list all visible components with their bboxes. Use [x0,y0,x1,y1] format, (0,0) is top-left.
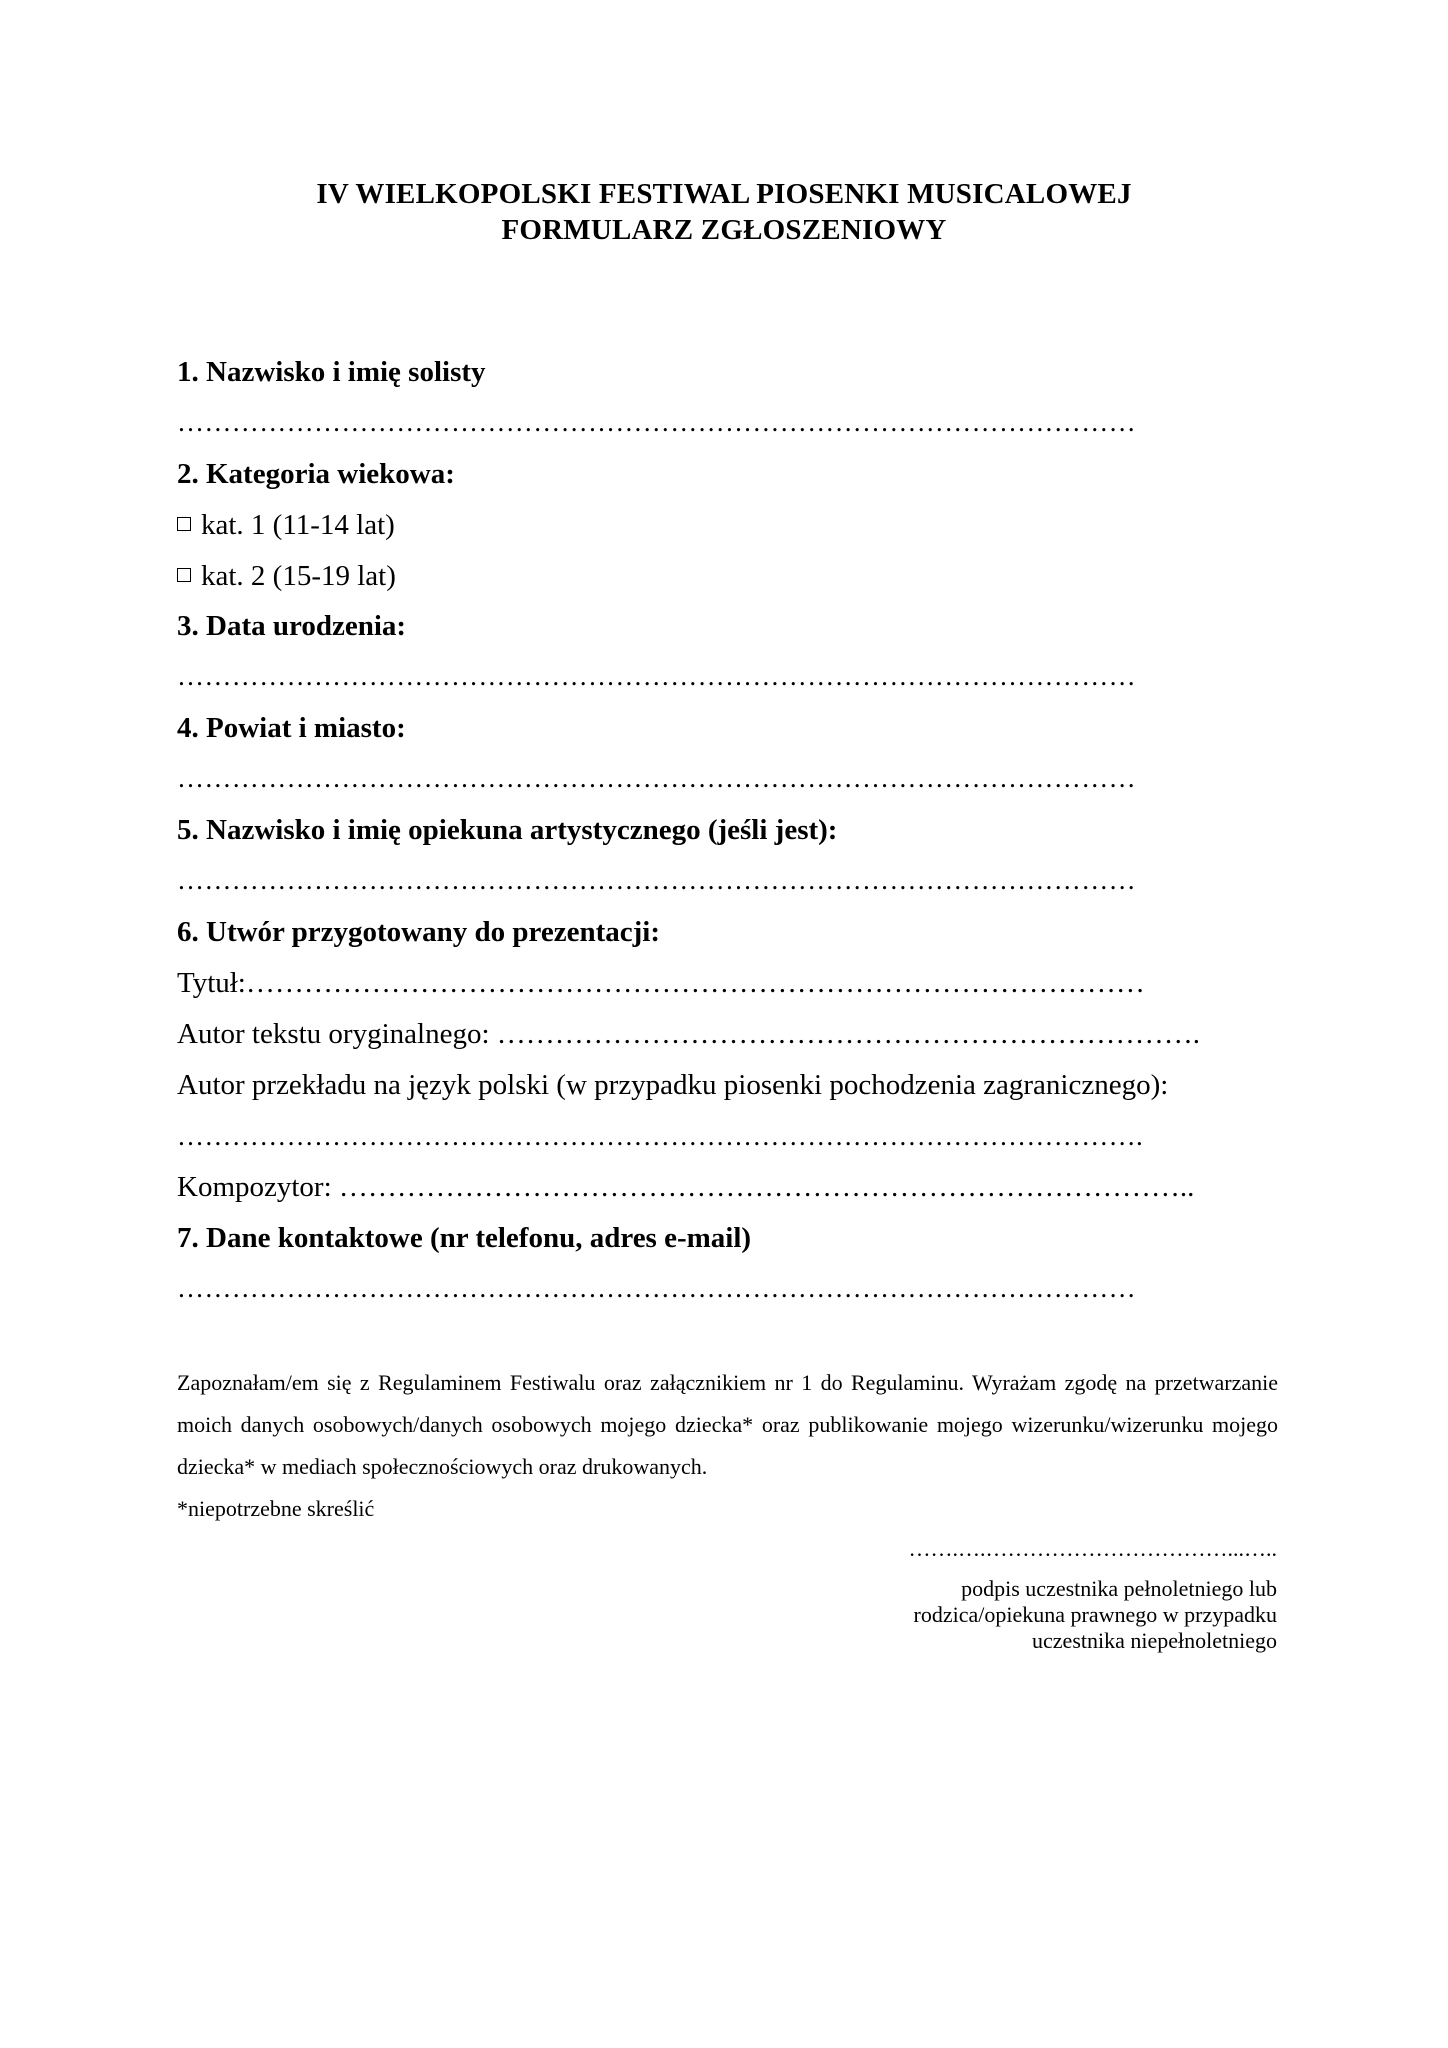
q1-label: 1. Nazwisko i imię solisty [177,356,486,388]
q4-fill-line: …………………………………………………………………………………………… [177,763,1136,793]
q7-fill-line: …………………………………………………………………………………………… [177,1273,1136,1303]
q6-composer-field: Kompozytor: …………………………………………………………………………….. [177,1171,1195,1203]
title-line-2: FORMULARZ ZGŁOSZENIOWY [501,214,947,246]
q6-translation-fill-line: ……………………………………………………………………………………………. [177,1121,1144,1151]
q6-author-field: Autor tekstu oryginalnego: ………………………………………………………………. [177,1018,1201,1050]
q4-label: 4. Powiat i miasto: [177,712,406,744]
q1-fill-line: …………………………………………………………………………………………… [177,407,1136,437]
q5-fill-line: …………………………………………………………………………………………… [177,865,1136,895]
q6-label: 6. Utwór przygotowany do prezentacji: [177,916,660,948]
consent-section [177,1362,1278,1530]
signature-caption-line-3: uczestnika niepełnoletniego [1032,1628,1277,1653]
q2-option-1 [177,507,395,543]
checkbox-icon [177,568,191,582]
signature-caption-line-2: rodzica/opiekuna prawnego w przypadku [913,1602,1277,1627]
checkbox-icon [177,517,191,531]
q3-label: 3. Data urodzenia: [177,610,407,642]
signature-line: …….….……………………………...….. [908,1536,1277,1561]
q2-label: 2. Kategoria wiekowa: [177,458,455,490]
title-line-1: IV WIELKOPOLSKI FESTIWAL PIOSENKI MUSICALOWEJ [316,178,1132,210]
q7-label: 7. Dane kontaktowe (nr telefonu, adres e-mail) [177,1222,752,1254]
consent-text: Zapoznałam/em się z Regulaminem Festiwalu oraz załącznikiem nr 1 do Regulaminu. Wyrażam zgodę na przetwarzanie moich danych osobowych/danych osobowych mojego dziecka* oraz publikowanie mojego wizerunku/wizerunku mojego dziecka* w mediach społecznościowych oraz drukowanych. [177,1370,1278,1479]
document-title [0,176,1448,248]
q6-title-field: Tytuł:………………………………………………………………………………… [177,967,1145,999]
q6-translation-field: Autor przekładu na język polski (w przypadku piosenki pochodzenia zagranicznego): [177,1069,1169,1101]
q2-option-1-label: kat. 1 (11-14 lat) [201,509,395,541]
q5-label: 5. Nazwisko i imię opiekuna artystycznego (jeśli jest): [177,814,838,846]
q2-option-2-label: kat. 2 (15-19 lat) [201,560,396,592]
signature-caption [914,1576,1277,1654]
q2-option-2 [177,558,396,594]
consent-footnote: *niepotrzebne skreślić [177,1496,375,1521]
signature-caption-line-1: podpis uczestnika pełnoletniego lub [961,1576,1277,1601]
q3-fill-line: …………………………………………………………………………………………… [177,661,1136,691]
